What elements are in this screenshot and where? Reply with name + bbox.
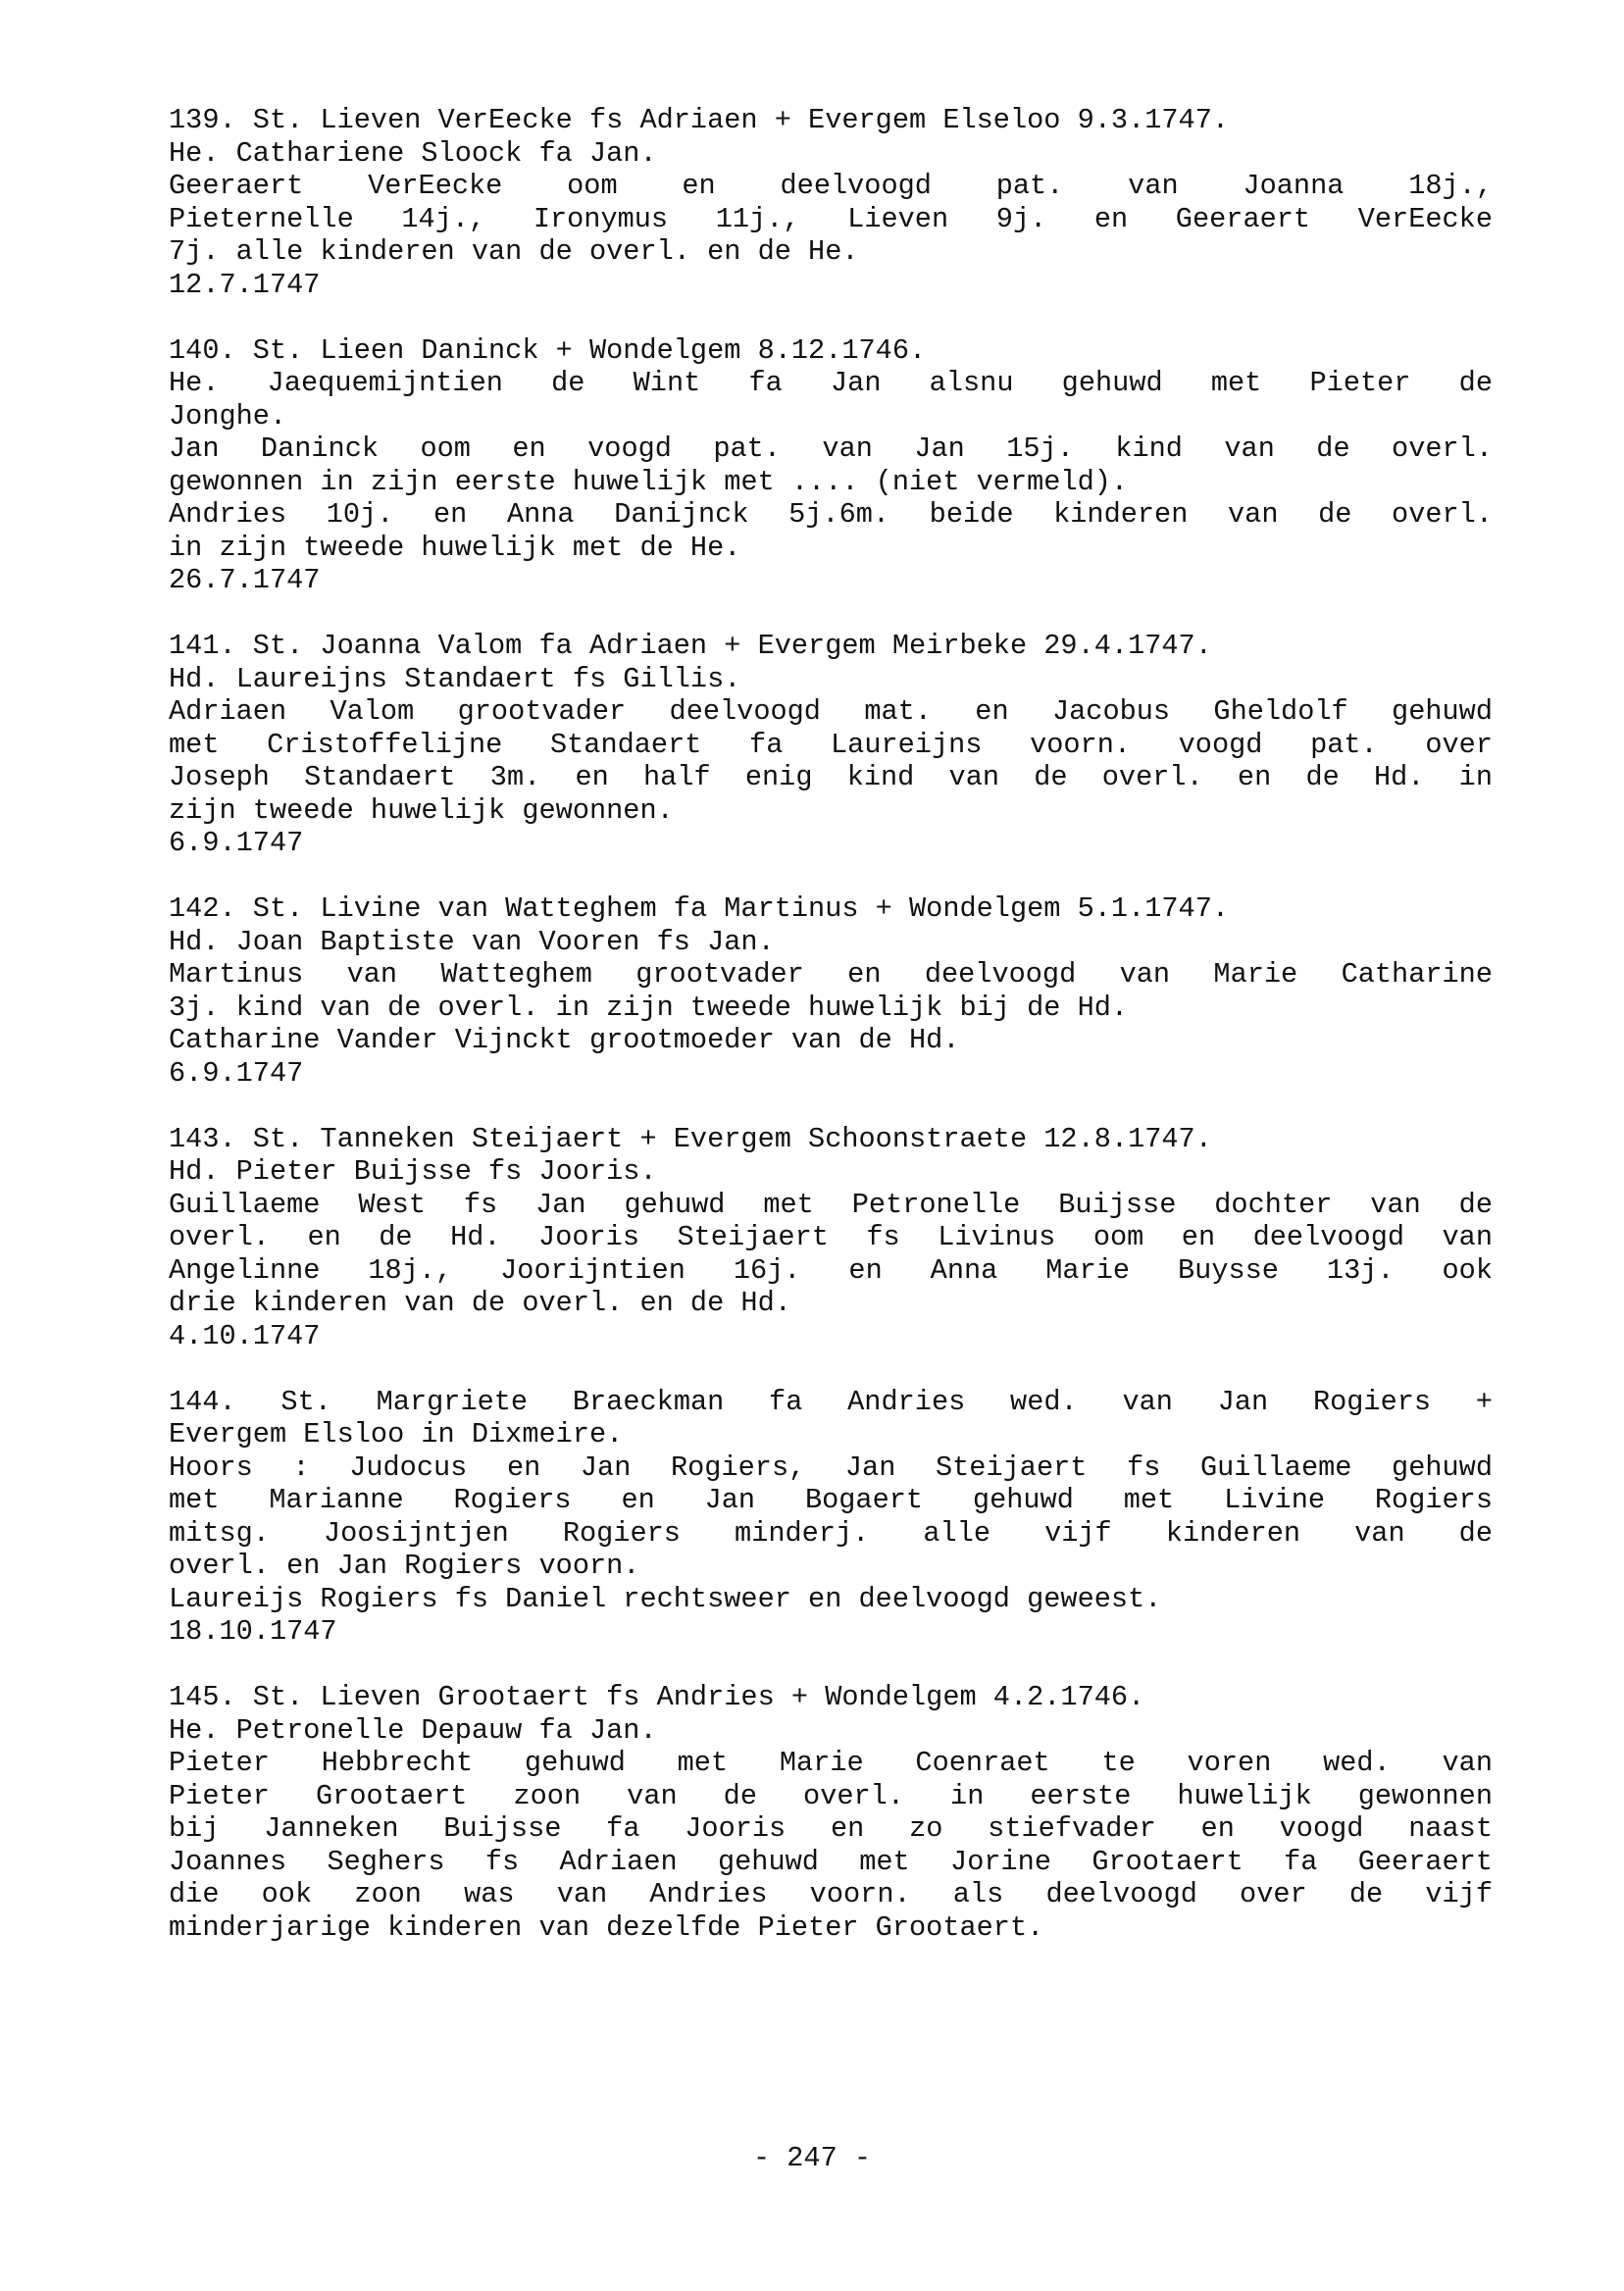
entry-line: minderjarige kinderen van dezelfde Pieter Grootaert. xyxy=(169,1910,1044,1944)
entry-line: Pieternelle 14j., Ironymus 11j., Lieven 9j. en Geeraert VerEecke xyxy=(169,202,1493,235)
entry-line: Pieter Grootaert zoon van de overl. in eerste huwelijk gewonnen xyxy=(169,1779,1493,1812)
entry-line: Guillaeme West fs Jan gehuwd met Petronelle Buijsse dochter van de xyxy=(169,1188,1493,1221)
entry-date: 6.9.1747 xyxy=(169,1056,304,1090)
entry-line: Hd. Joan Baptiste van Vooren fs Jan. xyxy=(169,925,775,958)
entry-line: Hd. Pieter Buijsse fs Jooris. xyxy=(169,1155,657,1188)
entry-line: Adriaen Valom grootvader deelvoogd mat. en Jacobus Gheldolf gehuwd xyxy=(169,695,1493,728)
entry-line: 141. St. Joanna Valom fa Adriaen + Evergem Meirbeke 29.4.1747. xyxy=(169,630,1212,662)
entry-line: zijn tweede huwelijk gewonnen. xyxy=(169,793,674,827)
entry-date: 26.7.1747 xyxy=(169,564,321,596)
entry-line: 145. St. Lieven Grootaert fs Andries + Wondelgem 4.2.1746. xyxy=(169,1681,1145,1713)
entry-145 xyxy=(169,1681,1493,1944)
entry-line: bij Janneken Buijsse fa Jooris en zo stiefvader en voogd naast xyxy=(169,1812,1493,1845)
entry-142 xyxy=(169,892,1493,1090)
entry-date: 12.7.1747 xyxy=(169,268,321,301)
entry-line: in zijn tweede huwelijk met de He. xyxy=(169,531,741,564)
entry-line: die ook zoon was van Andries voorn. als deelvoogd over de vijf xyxy=(169,1878,1493,1910)
entry-line: Jan Daninck oom en voogd pat. van Jan 15j. kind van de overl. xyxy=(169,433,1493,465)
entry-141 xyxy=(169,630,1493,860)
entry-line: drie kinderen van de overl. en de Hd. xyxy=(169,1287,791,1319)
entry-line: Martinus van Watteghem grootvader en deelvoogd van Marie Catharine xyxy=(169,958,1493,991)
entry-line: Angelinne 18j., Joorijntien 16j. en Anna Marie Buysse 13j. ook xyxy=(169,1253,1493,1287)
entry-date: 18.10.1747 xyxy=(169,1615,337,1648)
entry-line: 7j. alle kinderen van de overl. en de He. xyxy=(169,235,859,268)
entry-line: Laureijs Rogiers fs Daniel rechtsweer en deelvoogd geweest. xyxy=(169,1582,1162,1615)
entry-139 xyxy=(169,104,1493,301)
entry-line: overl. en Jan Rogiers voorn. xyxy=(169,1550,640,1582)
entry-line: Hd. Laureijns Standaert fs Gillis. xyxy=(169,662,741,695)
entry-140 xyxy=(169,334,1493,597)
entry-line: He. Jaequemijntien de Wint fa Jan alsnu gehuwd met Pieter de xyxy=(169,367,1493,399)
page-number: - 247 - xyxy=(752,2142,872,2174)
entry-143 xyxy=(169,1123,1493,1353)
entry-line: 3j. kind van de overl. in zijn tweede huwelijk bij de Hd. xyxy=(169,991,1129,1024)
entry-line: Joannes Seghers fs Adriaen gehuwd met Jorine Grootaert fa Geeraert xyxy=(169,1845,1493,1878)
entry-line: 144. St. Margriete Braeckman fa Andries wed. van Jan Rogiers + xyxy=(169,1385,1493,1418)
entry-line: Hoors : Judocus en Jan Rogiers, Jan Steijaert fs Guillaeme gehuwd xyxy=(169,1451,1493,1484)
entry-line: 142. St. Livine van Watteghem fa Martinus + Wondelgem 5.1.1747. xyxy=(169,892,1230,925)
entry-line: He. Cathariene Sloock fa Jan. xyxy=(169,136,657,170)
entry-line: 139. St. Lieven VerEecke fs Adriaen + Evergem Elseloo 9.3.1747. xyxy=(169,104,1230,136)
entry-line: Geeraert VerEecke oom en deelvoogd pat. van Joanna 18j., xyxy=(169,170,1493,202)
entry-line: Joseph Standaert 3m. en half enig kind van de overl. en de Hd. in xyxy=(169,761,1493,793)
entry-line: Andries 10j. en Anna Danijnck 5j.6m. beide kinderen van de overl. xyxy=(169,498,1493,531)
document-body xyxy=(169,104,1493,1977)
entry-line: overl. en de Hd. Jooris Steijaert fs Livinus oom en deelvoogd van xyxy=(169,1221,1493,1253)
entry-line: mitsg. Joosijntjen Rogiers minderj. alle vijf kinderen van de xyxy=(169,1516,1493,1550)
entry-line: He. Petronelle Depauw fa Jan. xyxy=(169,1713,657,1747)
entry-line: met Marianne Rogiers en Jan Bogaert gehuwd met Livine Rogiers xyxy=(169,1484,1493,1516)
entry-144 xyxy=(169,1386,1493,1649)
entry-date: 4.10.1747 xyxy=(169,1319,321,1352)
entry-line: Evergem Elsloo in Dixmeire. xyxy=(169,1418,624,1451)
entry-line: gewonnen in zijn eerste huwelijk met .... (niet vermeld). xyxy=(169,465,1129,498)
entry-line: Jonghe. xyxy=(169,399,287,433)
entry-date: 6.9.1747 xyxy=(169,827,304,859)
entry-line: 140. St. Lieen Daninck + Wondelgem 8.12.1746. xyxy=(169,333,927,367)
entry-line: met Cristoffelijne Standaert fa Laureijns voorn. voogd pat. over xyxy=(169,728,1493,761)
entry-line: Pieter Hebbrecht gehuwd met Marie Coenraet te voren wed. van xyxy=(169,1747,1493,1779)
entry-line: Catharine Vander Vijnckt grootmoeder van de Hd. xyxy=(169,1024,960,1056)
entry-line: 143. St. Tanneken Steijaert + Evergem Schoonstraete 12.8.1747. xyxy=(169,1122,1212,1155)
